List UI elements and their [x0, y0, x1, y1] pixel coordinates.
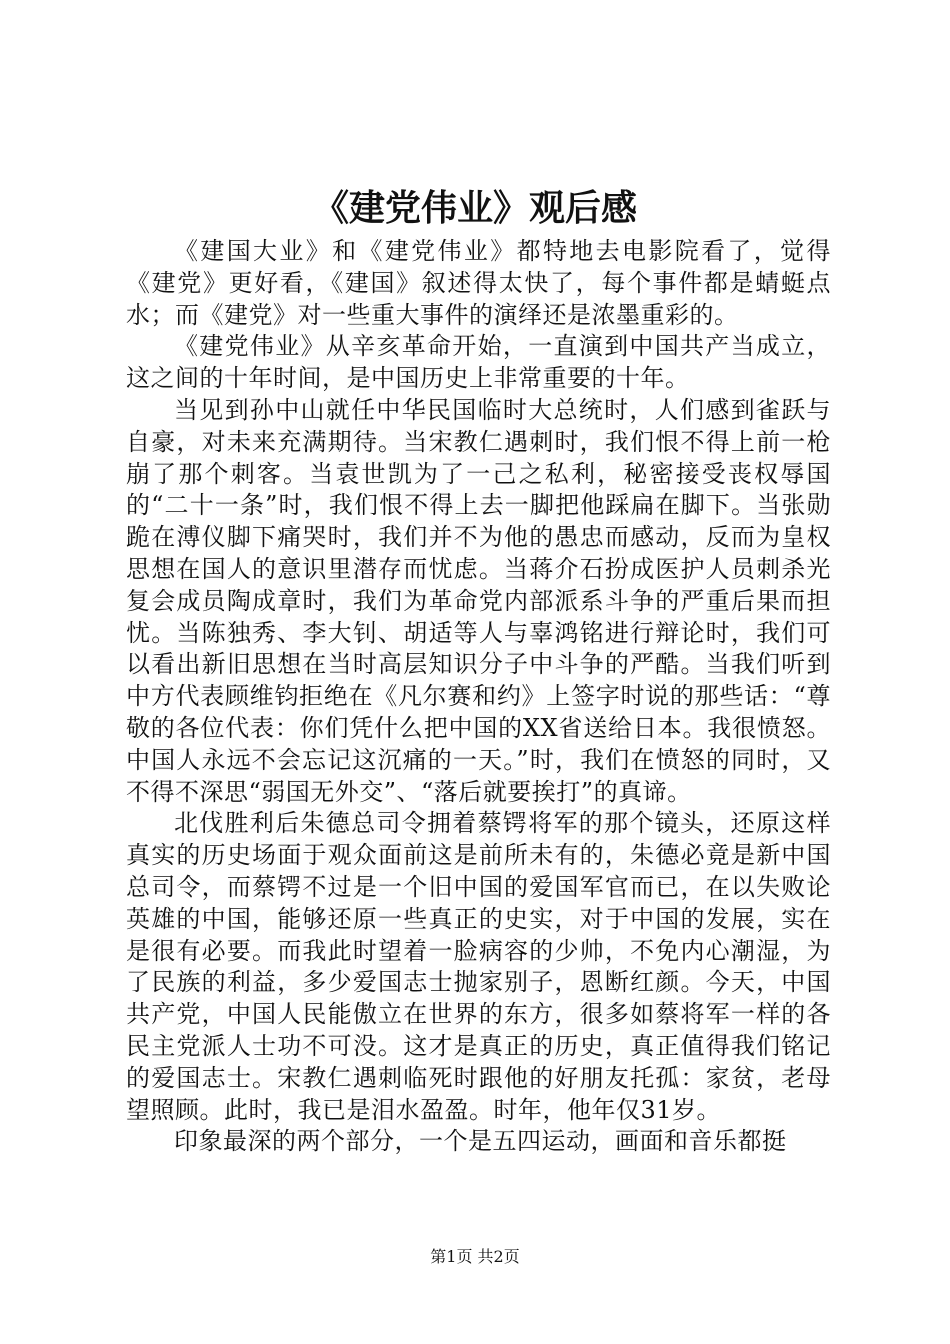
paragraph-5: 印象最深的两个部分，一个是五四运动，画面和音乐都挺 [174, 1127, 787, 1156]
document-title: 《建党伟业》观后感 [312, 187, 637, 229]
paragraph-1: 《建国大业》和《建党伟业》都特地去电影院看了，觉得《建党》更好看，《建国》叙述得太快了，每个事件都是蜻蜓点水；而《建党》对一些重大事件的演绎还是浓墨重彩的。 [126, 237, 831, 329]
paragraph-4: 北伐胜利后朱德总司令拥着蔡锷将军的那个镜头，还原这样真实的历史场面于观众面前这是前所未有的，朱德必竟是新中国总司令，而蔡锷不过是一个旧中国的爱国军官而已，在以失败论英雄的中国，能够还原一些真正的史实，对于中国的发展，实在是很有必要。而我此时望着一脸病容的少帅，不免内心潮湿，为了民族的利益，多少爱国志士抛家别子，恩断红颜。今天，中国共产党，中国人民能傲立在世界的东方，很多如蔡将军一样的各民主党派人士功不可没。这才是真正的历史，真正值得我们铭记的爱国志士。宋教仁遇刺临死时跟他的好朋友托孤：家贫，老母望照顾。此时，我已是泪水盈盈。时年，他年仅31岁。 [126, 809, 831, 1124]
document-body [126, 236, 831, 1158]
paragraph-3: 当见到孙中山就任中华民国临时大总统时，人们感到雀跃与自豪，对未来充满期待。当宋教仁遇刺时，我们恨不得上前一枪崩了那个刺客。当袁世凯为了一己之私利，秘密接受丧权辱国的“二十一条”时，我们恨不得上去一脚把他踩扁在脚下。当张勋跪在溥仪脚下痛哭时，我们并不为他的愚忠而感动，反而为皇权思想在国人的意识里潜存而忧虑。当蒋介石扮成医护人员刺杀光复会成员陶成章时，我们为革命党内部派系斗争的严重后果而担忧。当陈独秀、李大钊、胡适等人与辜鸿铭进行辩论时，我们可以看出新旧思想在当时高层知识分子中斗争的严酷。当我们听到中方代表顾维钧拒绝在《凡尔赛和约》上签字时说的那些话：“尊敬的各位代表：你们凭什么把中国的XX省送给日本。我很愤怒。中国人永远不会忘记这沉痛的一天。”时，我们在愤怒的同时，又不得不深思“弱国无外交”、“落后就要挨打”的真谛。 [126, 395, 831, 806]
page-footer: 第1页 共2页 [430, 1247, 520, 1266]
paragraph-2: 《建党伟业》从辛亥革命开始，一直演到中国共产当成立，这之间的十年时间，是中国历史上非常重要的十年。 [126, 332, 831, 393]
